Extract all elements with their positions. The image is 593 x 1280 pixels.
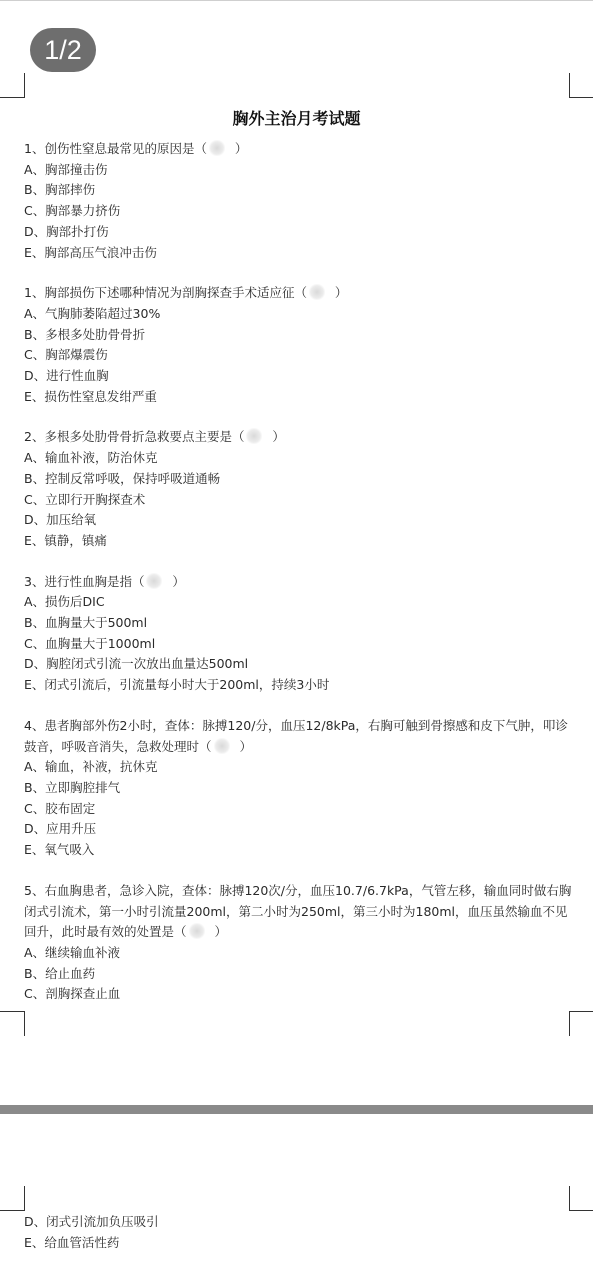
option: E、闭式引流后，引流量每小时大于200ml，持续3小时 [24,677,330,693]
crop-mark-bottom-left [0,1011,25,1036]
option: D、闭式引流加负压吸引 [24,1214,159,1229]
option: A、继续输血补液 [24,944,121,960]
answer-blank [214,738,230,754]
page-indicator-badge: 1/2 [30,28,96,72]
question-block [24,881,572,1005]
question-block [24,716,572,861]
option: E、给血管活性药 [24,1234,120,1250]
answer-blank [146,573,162,589]
question-block [24,427,572,551]
option: D、应用升压 [24,821,97,837]
page2-body [24,1212,572,1253]
option: C、胸部爆震伤 [24,347,108,363]
option: E、镇静，镇痛 [24,532,107,548]
option: B、控制反常呼吸，保持呼吸道通畅 [24,470,221,486]
crop-mark-page2-top-left [0,1186,25,1211]
option: C、剖胸探查止血 [24,986,121,1002]
option: D、进行性血胸 [24,368,109,384]
option: D、胸腔闭式引流一次放出血量达500ml [24,656,249,672]
answer-blank [209,140,225,156]
question-stem: 5、右血胸患者，急诊入院，查体：脉搏120次/分，血压10.7/6.7kPa，气管左移，输血同时做右胸闭式引流术，第一小时引流量200ml，第二小时为250ml，第三小时为180ml，血压虽然输血不见回升，此时最有效的处置是（ ） [24,882,572,940]
option: A、损伤后DIC [24,594,105,610]
crop-mark-top-left [0,73,25,98]
question-block [24,139,572,263]
option: C、胶布固定 [24,800,96,816]
question-block [24,283,572,407]
option: A、胸部撞击伤 [24,161,108,177]
option: A、输血补液，防治休克 [24,450,158,466]
crop-mark-top-right [569,73,593,98]
option: B、多根多处肋骨骨折 [24,326,146,342]
option: B、胸部摔伤 [24,182,96,198]
document-title: 胸外主治月考试题 [232,109,361,128]
answer-blank [246,428,262,444]
option: D、加压给氧 [24,512,97,528]
question-stem: 1、创伤性窒息最常见的原因是（ ） [24,141,248,156]
option: E、损伤性窒息发绀严重 [24,388,157,404]
option: C、血胸量大于1000ml [24,635,156,651]
option: A、输血，补液，抗休克 [24,759,158,775]
option: E、氧气吸入 [24,842,95,858]
answer-blank [309,284,325,300]
crop-mark-bottom-right [569,1011,593,1036]
option: C、胸部暴力挤伤 [24,203,121,219]
option: E、胸部高压气浪冲击伤 [24,244,157,260]
option: A、气胸肺萎陷超过30% [24,305,161,321]
document-body [24,139,572,1025]
question-stem: 3、进行性血胸是指（ ） [24,573,185,589]
question-stem: 1、胸部损伤下述哪种情况为剖胸探查手术适应征（ ） [24,285,348,301]
option: B、血胸量大于500ml [24,615,148,631]
option: B、给止血药 [24,965,96,981]
option: B、立即胸腔排气 [24,779,121,795]
question-stem: 2、多根多处肋骨骨折急救要点主要是（ ） [24,429,285,445]
answer-blank [189,923,205,939]
option: C、立即行开胸探查术 [24,491,146,507]
top-border [0,0,593,1]
option: D、胸部扑打伤 [24,223,109,239]
question-stem: 4、患者胸部外伤2小时，查体：脉搏120/分，血压12/8kPa，右胸可触到骨擦感和皮下气肿，叩诊鼓音，呼吸音消失，急救处理时（ ） [24,717,568,754]
page-separator [0,1105,593,1114]
question-block [24,572,572,696]
crop-mark-page2-top-right [569,1186,593,1211]
